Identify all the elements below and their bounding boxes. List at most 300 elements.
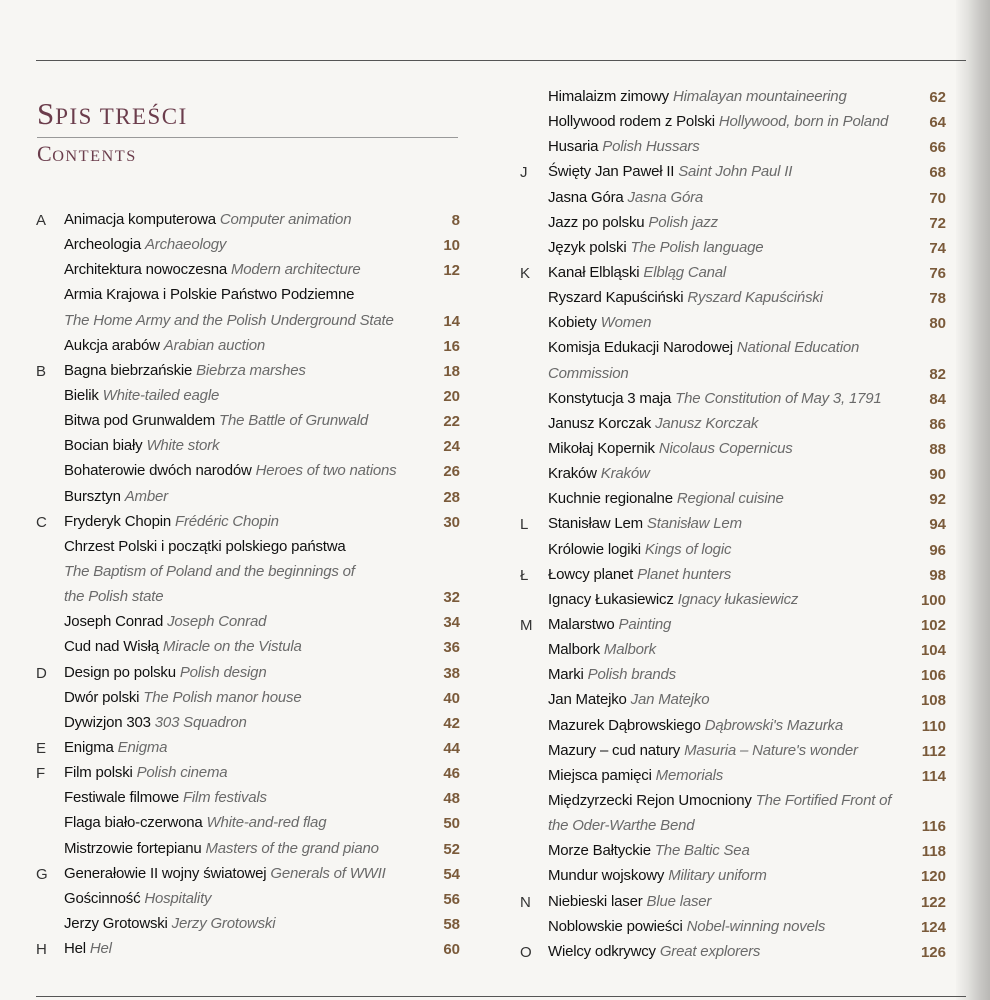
toc-entry: [520, 940, 946, 965]
page-number: 76: [929, 264, 946, 282]
page-number: 66: [929, 139, 946, 157]
toc-entry: [520, 336, 946, 361]
page-number: 46: [443, 765, 460, 783]
entry-title: [548, 315, 651, 331]
entry-title-polish: Fryderyk Chopin: [64, 512, 172, 530]
entry-title-polish: Miejsca pamięci: [548, 766, 652, 784]
toc-entry: [36, 811, 460, 836]
entry-title: [64, 866, 386, 882]
page-number: 106: [920, 667, 946, 685]
entry-title-polish: Kanał Elbląski: [548, 263, 640, 281]
entry-title: [64, 539, 346, 555]
toc-entry: [520, 864, 946, 889]
toc-entry: [36, 937, 460, 962]
entry-title: [64, 313, 394, 329]
entry-title-english: Polish brands: [587, 666, 676, 684]
toc-entry: [520, 512, 946, 537]
entry-title-polish: Bohaterowie dwóch narodów: [64, 462, 252, 480]
toc-entry: [520, 663, 946, 688]
toc-entry: [36, 535, 460, 560]
entry-title-polish: Dwór polski: [64, 688, 140, 706]
entry-title: [548, 818, 694, 834]
section-letter: C: [36, 513, 47, 531]
page-number: 20: [443, 387, 460, 405]
toc-entry: [520, 764, 946, 789]
toc-entry: [36, 283, 460, 308]
entry-title-english: Commission: [548, 364, 629, 382]
toc-entry: [520, 638, 946, 663]
page-number: 68: [929, 164, 946, 182]
entry-title: [548, 416, 758, 432]
toc-entry: [520, 563, 946, 588]
toc-entry: [36, 409, 460, 434]
entry-title-english: Ryszard Kapuściński: [687, 289, 823, 307]
entry-title-english: Malbork: [603, 641, 656, 659]
entry-title-polish: Enigma: [64, 738, 114, 756]
entry-title: [548, 793, 891, 809]
toc-entry: [520, 462, 946, 487]
page-number: 70: [929, 189, 946, 207]
entry-title: [64, 262, 361, 278]
toc-entry: [520, 915, 946, 940]
entry-title-polish: Język polski: [548, 238, 627, 256]
page-number: 16: [443, 337, 460, 355]
toc-entry: [36, 560, 460, 585]
entry-title-english: Nicolaus Copernicus: [658, 439, 793, 457]
entry-title-polish: Architektura nowoczesna: [64, 261, 227, 279]
entry-title-polish: Hel: [64, 940, 86, 958]
entry-title-english: Jasna Góra: [627, 188, 704, 206]
entry-title: [548, 843, 750, 859]
entry-title-polish: Husaria: [548, 138, 599, 156]
page-number: 98: [929, 566, 946, 584]
page-number: 74: [929, 239, 946, 257]
entry-title-polish: Gościnność: [64, 889, 141, 907]
page-subtitle: [37, 141, 137, 167]
entry-title: [64, 841, 379, 857]
entry-title-polish: Animacja komputerowa: [64, 211, 216, 228]
entry-title-polish: Jasna Góra: [548, 188, 624, 206]
entry-title-polish: Niebieski laser: [548, 892, 643, 910]
entry-title: [64, 614, 266, 630]
entry-title: [64, 413, 368, 429]
page-number: 44: [443, 739, 460, 757]
page-number: 120: [920, 868, 946, 886]
entry-title-polish: Bursztyn: [64, 487, 121, 505]
entry-title: [64, 589, 163, 605]
entry-title-english: Generals of WWII: [270, 864, 386, 882]
page-number: 40: [443, 689, 460, 707]
entry-title-english: National Education: [736, 339, 860, 357]
toc-entry: [520, 110, 946, 135]
page-number: 28: [443, 488, 460, 506]
page-number: 30: [443, 513, 460, 531]
page-number: 124: [920, 918, 946, 936]
section-letter: G: [36, 865, 48, 883]
entry-title: [548, 466, 650, 482]
section-letter: H: [36, 941, 47, 959]
entry-title-english: Modern architecture: [230, 261, 361, 279]
toc-entry: [520, 688, 946, 713]
toc-entry: [520, 538, 946, 563]
toc-entry: [520, 714, 946, 739]
toc-entry: [520, 839, 946, 864]
entry-title-polish: Mazury – cud natury: [548, 741, 681, 759]
entry-title-english: Masters of the grand piano: [205, 839, 379, 857]
entry-title-english: White-and-red flag: [206, 814, 327, 832]
page-number: 48: [443, 790, 460, 808]
entry-title-polish: Królowie logiki: [548, 540, 641, 558]
toc-entry: [36, 610, 460, 635]
toc-entry: [36, 485, 460, 510]
page-number: 86: [929, 415, 946, 433]
section-letter: Ł: [520, 566, 529, 584]
entry-title: [64, 891, 211, 907]
entry-title-polish: Jan Matejko: [548, 691, 627, 709]
entry-title: [548, 491, 784, 507]
entry-title-english: the Polish state: [64, 588, 164, 606]
toc-entry: [520, 814, 946, 839]
toc-entry: [36, 510, 460, 535]
toc-entry: [36, 359, 460, 384]
entry-title-english: Stanisław Lem: [646, 515, 742, 533]
title-underline: [37, 137, 458, 138]
entry-title-polish: Międzyrzecki Rejon Umocniony: [548, 791, 752, 809]
entry-title-english: Elbląg Canal: [643, 263, 727, 281]
toc-entry: [520, 588, 946, 613]
entry-title-english: Kraków: [600, 465, 650, 483]
page-number: 10: [443, 237, 460, 255]
entry-title-polish: Morze Bałtyckie: [548, 842, 651, 860]
entry-title-english: Himalayan mountaineering: [672, 88, 847, 105]
toc-entry: [520, 789, 946, 814]
page-number: 84: [929, 390, 946, 408]
entry-title-polish: Ignacy Łukasiewicz: [548, 590, 674, 608]
entry-title-polish: Chrzest Polski i początki polskiego państwa: [64, 537, 346, 555]
page-number: 18: [443, 362, 460, 380]
toc-entry: [36, 434, 460, 459]
toc-entry: [36, 661, 460, 686]
entry-title-english: Nobel-winning novels: [686, 917, 826, 935]
page-number: 118: [921, 843, 946, 861]
entry-title-polish: Malbork: [548, 641, 600, 659]
toc-entry: [36, 258, 460, 283]
entry-title-polish: Święty Jan Paweł II: [548, 163, 675, 181]
toc-entry: [36, 837, 460, 862]
entry-title-english: The Baltic Sea: [654, 842, 750, 860]
toc-entry: [520, 362, 946, 387]
entry-title-polish: Ryszard Kapuściński: [548, 289, 684, 307]
entry-title-polish: Noblowskie powieści: [548, 917, 683, 935]
entry-title: [64, 363, 306, 379]
title-initial: S: [37, 96, 56, 131]
entry-title: [64, 212, 351, 228]
entry-title-polish: Aukcja arabów: [64, 336, 160, 354]
entry-title: [64, 514, 279, 530]
page-number: 114: [921, 767, 946, 785]
toc-entry: [36, 686, 460, 711]
entry-title: [548, 164, 792, 180]
toc-entry: [520, 613, 946, 638]
toc-entry: [520, 286, 946, 311]
section-letter: K: [520, 264, 531, 282]
entry-title-polish: Janusz Korczak: [548, 414, 652, 432]
entry-title: [64, 815, 326, 831]
entry-title-english: Regional cuisine: [676, 490, 784, 508]
entry-title-polish: Bocian biały: [64, 437, 143, 455]
entry-title-polish: Dywizjon 303: [64, 713, 151, 731]
toc-entry: [520, 261, 946, 286]
entry-title: [548, 617, 671, 633]
entry-title: [548, 567, 731, 583]
toc-entry: [520, 135, 946, 160]
subtitle-initial: C: [37, 141, 53, 166]
toc-entry: [520, 890, 946, 915]
entry-title-english: Joseph Conrad: [167, 613, 267, 631]
entry-title: [548, 340, 859, 356]
page-number: 26: [443, 463, 460, 481]
page-number: 50: [443, 815, 460, 833]
entry-title-english: The Baptism of Poland and the beginnings of: [64, 562, 355, 580]
toc-entry: [520, 211, 946, 236]
entry-title-english: Jerzy Grotowski: [171, 914, 276, 932]
entry-title: [64, 338, 265, 354]
entry-title: [64, 790, 267, 806]
entry-title: [64, 237, 226, 253]
page-number: 100: [920, 591, 946, 609]
entry-title: [548, 139, 700, 155]
entry-title: [548, 391, 882, 407]
entry-title-english: Heroes of two nations: [255, 462, 397, 480]
page-number: 102: [920, 616, 946, 634]
page-number: 96: [929, 541, 946, 559]
entry-title-english: Saint John Paul II: [678, 163, 793, 181]
page-number: 34: [443, 614, 460, 632]
entry-title: [548, 366, 629, 382]
entry-title-polish: Cud nad Wisłą: [64, 638, 159, 656]
entry-title: [64, 287, 354, 303]
entry-title-polish: Kraków: [548, 465, 597, 483]
page-number: 54: [443, 865, 460, 883]
page-number: 110: [921, 717, 946, 735]
entry-title-english: Amber: [124, 487, 168, 505]
entry-title: [64, 715, 247, 731]
page-number: 64: [929, 114, 946, 132]
entry-title-polish: Jazz po polsku: [548, 213, 645, 231]
entry-title-english: Computer animation: [219, 211, 352, 228]
section-letter: D: [36, 664, 47, 682]
entry-title-english: Memorials: [655, 766, 724, 784]
toc-entry: [36, 786, 460, 811]
entry-title-polish: Festiwale filmowe: [64, 789, 179, 807]
page-number: 126: [920, 943, 946, 961]
page-number: 90: [929, 466, 946, 484]
entry-title-polish: Bielik: [64, 386, 99, 404]
entry-title: [548, 215, 718, 231]
page-number: 104: [920, 642, 946, 660]
entry-title-polish: Himalaizm zimowy: [548, 88, 669, 105]
page-number: 72: [929, 214, 946, 232]
entry-title: [548, 240, 763, 256]
entry-title-polish: Konstytucja 3 maja: [548, 389, 672, 407]
entry-title: [548, 265, 726, 281]
page-number: 92: [929, 491, 946, 509]
entry-title-english: Jan Matejko: [630, 691, 710, 709]
entry-title-english: Enigma: [117, 738, 168, 756]
entry-title-english: Great explorers: [659, 942, 761, 960]
book-spine-shadow: [956, 0, 990, 1000]
entry-title-english: Masuria – Nature's wonder: [684, 741, 858, 759]
page-number: 88: [929, 440, 946, 458]
entry-title-english: Polish cinema: [136, 764, 228, 782]
entry-title: [548, 290, 823, 306]
entry-title: [64, 639, 302, 655]
entry-title-polish: Mazurek Dąbrowskiego: [548, 716, 701, 734]
entry-title-english: The Battle of Grunwald: [219, 412, 369, 430]
section-letter: E: [36, 739, 47, 757]
entry-title-english: Arabian auction: [163, 336, 266, 354]
entry-title: [548, 114, 888, 130]
entry-title: [64, 438, 219, 454]
entry-title-polish: Flaga biało-czerwona: [64, 814, 203, 832]
entry-title: [64, 916, 275, 932]
page-number: 78: [929, 290, 946, 308]
entry-title: [548, 542, 731, 558]
entry-title-english: Miracle on the Vistula: [162, 638, 302, 656]
page-number: 24: [443, 438, 460, 456]
entry-title-english: Archaeology: [145, 236, 227, 254]
entry-title-english: Polish jazz: [648, 213, 718, 231]
entry-title-polish: Generałowie II wojny światowej: [64, 864, 267, 882]
page-number: 108: [920, 692, 946, 710]
entry-title: [64, 690, 302, 706]
entry-title-english: Film festivals: [182, 789, 267, 807]
page-number: 60: [443, 941, 460, 959]
toc-entry: [36, 233, 460, 258]
toc-column-right: [520, 85, 946, 965]
toc-entry: [36, 711, 460, 736]
entry-title-english: The Polish language: [630, 238, 764, 256]
entry-title-english: Blue laser: [646, 892, 712, 910]
entry-title-polish: Kobiety: [548, 314, 597, 332]
entry-title-polish: Design po polsku: [64, 663, 176, 681]
entry-title-english: 303 Squadron: [154, 713, 247, 731]
page-number: 58: [443, 915, 460, 933]
entry-title-polish: Jerzy Grotowski: [64, 914, 168, 932]
entry-title: [548, 919, 825, 935]
page-number: 56: [443, 890, 460, 908]
section-letter: M: [520, 616, 533, 634]
entry-title-english: Ignacy łukasiewicz: [677, 590, 799, 608]
entry-title-english: Polish design: [179, 663, 267, 681]
entry-title: [64, 740, 167, 756]
entry-title-english: Janusz Korczak: [655, 414, 759, 432]
entry-title-english: Dąbrowski's Mazurka: [704, 716, 843, 734]
entry-title: [548, 89, 847, 105]
section-letter: F: [36, 765, 46, 783]
page-number: 38: [443, 664, 460, 682]
section-letter: O: [520, 943, 532, 961]
page-number: 82: [929, 365, 946, 383]
entry-title: [548, 894, 711, 910]
page-number: 8: [451, 212, 460, 229]
entry-title-english: The Polish manor house: [143, 688, 302, 706]
page-number: 112: [921, 742, 946, 760]
title-rest: PIS TREŚCI: [55, 104, 188, 129]
entry-title-english: The Home Army and the Polish Underground State: [64, 311, 394, 329]
entry-title-polish: Stanisław Lem: [548, 515, 643, 533]
toc-entry: [36, 309, 460, 334]
toc-entry: [36, 334, 460, 359]
page-number: 94: [929, 516, 946, 534]
toc-entry: [520, 160, 946, 185]
section-letter: B: [36, 362, 47, 380]
page-number: 12: [443, 262, 460, 280]
section-letter: A: [36, 212, 47, 229]
section-letter: N: [520, 893, 531, 911]
toc-entry: [520, 487, 946, 512]
entry-title-polish: Archeologia: [64, 236, 142, 254]
toc-entry: [520, 437, 946, 462]
section-letter: J: [520, 164, 528, 182]
entry-title: [548, 743, 858, 759]
page-number: 122: [920, 893, 946, 911]
entry-title-english: Planet hunters: [637, 565, 732, 583]
entry-title-english: Hollywood, born in Poland: [718, 113, 889, 131]
page-number: 22: [443, 413, 460, 431]
entry-title-english: The Constitution of May 3, 1791: [675, 389, 882, 407]
entry-title: [64, 765, 227, 781]
entry-title-polish: Wielcy odkrywcy: [548, 942, 656, 960]
section-letter: L: [520, 516, 529, 534]
entry-title-polish: Film polski: [64, 764, 133, 782]
entry-title-polish: Łowcy planet: [548, 565, 634, 583]
entry-title: [548, 768, 723, 784]
page-number: 116: [921, 818, 946, 836]
toc-entry: [520, 236, 946, 261]
toc-entry: [36, 887, 460, 912]
entry-title: [548, 718, 843, 734]
page-number: 32: [443, 589, 460, 607]
toc-entry: [36, 384, 460, 409]
entry-title-polish: Bitwa pod Grunwaldem: [64, 412, 216, 430]
entry-title: [548, 868, 767, 884]
entry-title-english: Biebrza marshes: [196, 361, 306, 379]
page-number: 80: [929, 315, 946, 333]
toc-entry: [520, 739, 946, 764]
entry-title-polish: Mistrzowie fortepianu: [64, 839, 202, 857]
entry-title-english: the Oder-Warthe Bend: [548, 817, 695, 835]
entry-title-english: Polish Hussars: [602, 138, 700, 156]
entry-title-english: Hel: [89, 940, 112, 958]
page-title: [37, 96, 188, 132]
toc-entry: [520, 311, 946, 336]
entry-title: [548, 190, 703, 206]
toc-entry: [36, 912, 460, 937]
bottom-rule: [36, 996, 966, 997]
page-number: 14: [443, 312, 460, 330]
entry-title-polish: Marki: [548, 666, 584, 684]
toc-entry: [36, 761, 460, 786]
toc-entry: [36, 862, 460, 887]
toc-column-left: [36, 208, 460, 962]
entry-title-polish: Malarstwo: [548, 615, 615, 633]
entry-title-english: White-tailed eagle: [102, 386, 220, 404]
toc-entry: [520, 387, 946, 412]
entry-title-polish: Joseph Conrad: [64, 613, 164, 631]
entry-title: [548, 667, 676, 683]
top-rule: [36, 60, 966, 61]
